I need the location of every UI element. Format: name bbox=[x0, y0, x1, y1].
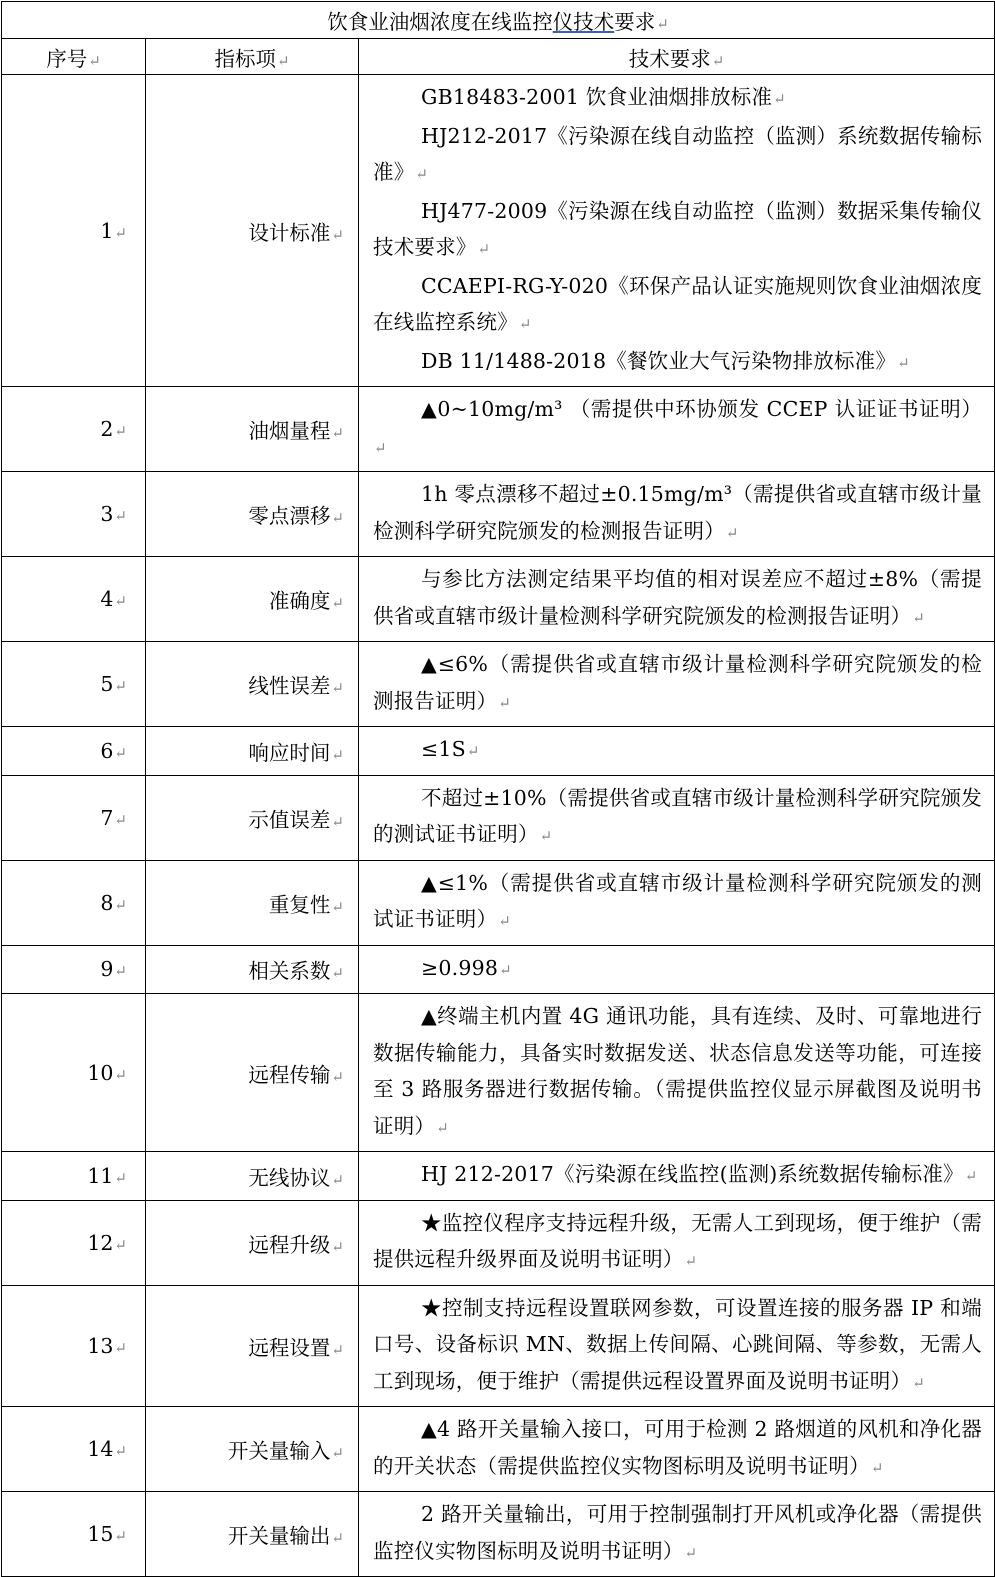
requirement-text: 与参比方法测定结果平均值的相对误差应不超过±8%（需提供省或直辖市级计量检测科学研究院颁发的检测报告证明） bbox=[373, 567, 983, 628]
paragraph-mark: ↵ bbox=[114, 677, 127, 695]
requirement-cell bbox=[359, 945, 995, 994]
table-title-row bbox=[2, 2, 995, 39]
indicator-cell bbox=[146, 994, 359, 1152]
requirement-paragraph bbox=[373, 1205, 982, 1280]
requirement-text: ★控制支持远程设置联网参数，可设置连接的服务器 IP 和端口号、设备标识 MN、数据上传间隔、心跳间隔、等参数，无需人工到现场，便于维护（需提供远程设置界面及说明书证明） bbox=[373, 1295, 983, 1393]
requirement-text: ▲≤1%（需提供省或直辖市级计量检测科学研究院颁发的测试证书证明） bbox=[373, 870, 983, 931]
paragraph-mark: ↵ bbox=[711, 51, 725, 70]
requirement-paragraph bbox=[373, 950, 982, 989]
row-number-cell bbox=[2, 727, 146, 776]
table-row bbox=[2, 1152, 995, 1201]
requirement-text: 不超过±10%（需提供省或直辖市级计量检测科学研究院颁发的测试证书证明） bbox=[373, 785, 983, 846]
row-number: 14 bbox=[87, 1437, 114, 1461]
requirement-cell bbox=[359, 775, 995, 860]
indicator-name: 远程升级 bbox=[248, 1232, 331, 1257]
paragraph-mark: ↵ bbox=[114, 1442, 127, 1460]
row-number: 5 bbox=[100, 672, 114, 696]
indicator-cell bbox=[146, 1407, 359, 1492]
header-indicator bbox=[146, 39, 359, 75]
indicator-name: 示值误差 bbox=[248, 807, 331, 832]
header-num-label: 序号 bbox=[46, 46, 88, 71]
requirement-cell bbox=[359, 75, 995, 387]
requirement-cell bbox=[359, 472, 995, 557]
requirement-cell bbox=[359, 557, 995, 642]
paragraph-mark: ↵ bbox=[964, 1167, 978, 1185]
header-requirement bbox=[359, 39, 995, 75]
table-row bbox=[2, 557, 995, 642]
title-text: 饮食业油烟浓度在线监控 bbox=[327, 10, 553, 34]
requirement-text: ▲≤6%（需提供省或直辖市级计量检测科学研究院颁发的检测报告证明） bbox=[373, 652, 983, 713]
paragraph-mark: ↵ bbox=[656, 15, 669, 33]
paragraph-mark: ↵ bbox=[331, 897, 344, 916]
indicator-cell bbox=[146, 1285, 359, 1407]
requirement-text: ★监控仪程序支持远程升级，无需人工到现场，便于维护（需提供远程升级界面及说明书证明） bbox=[373, 1210, 983, 1271]
paragraph-mark: ↵ bbox=[773, 90, 786, 108]
indicator-name: 无线协议 bbox=[248, 1165, 331, 1190]
requirement-paragraph bbox=[373, 79, 982, 118]
requirement-cell bbox=[359, 1152, 995, 1201]
paragraph-mark: ↵ bbox=[331, 509, 344, 527]
requirement-cell bbox=[359, 1285, 995, 1407]
row-number: 15 bbox=[87, 1522, 114, 1546]
paragraph-mark: ↵ bbox=[276, 51, 290, 70]
row-number: 4 bbox=[100, 587, 114, 611]
indicator-name: 相关系数 bbox=[248, 959, 331, 984]
requirement-cell bbox=[359, 1200, 995, 1285]
header-requirement-label: 技术要求 bbox=[628, 46, 711, 71]
paragraph-mark: ↵ bbox=[897, 353, 910, 372]
requirement-paragraph bbox=[373, 476, 982, 551]
paragraph-mark: ↵ bbox=[331, 1529, 344, 1547]
paragraph-mark: ↵ bbox=[331, 1237, 344, 1256]
paragraph-mark: ↵ bbox=[725, 523, 739, 542]
indicator-name: 准确度 bbox=[268, 589, 331, 613]
indicator-name: 重复性 bbox=[268, 892, 331, 917]
row-number-cell bbox=[2, 860, 146, 945]
paragraph-mark: ↵ bbox=[331, 424, 344, 442]
table-row bbox=[2, 1407, 995, 1492]
requirement-cell bbox=[359, 1492, 995, 1577]
row-number-cell bbox=[2, 775, 146, 860]
table-row bbox=[2, 860, 995, 945]
paragraph-mark: ↵ bbox=[88, 51, 101, 70]
paragraph-mark: ↵ bbox=[114, 895, 127, 914]
paragraph-mark: ↵ bbox=[498, 912, 511, 930]
row-number-cell bbox=[2, 1407, 146, 1492]
paragraph-mark: ↵ bbox=[114, 422, 127, 440]
requirement-text: ▲0~10mg/m³ （需提供中环协颁发 CCEP 认证证书证明） bbox=[421, 397, 983, 421]
indicator-name: 设计标准 bbox=[248, 220, 331, 245]
paragraph-mark: ↵ bbox=[114, 810, 127, 829]
requirement-cell bbox=[359, 642, 995, 727]
indicator-cell bbox=[146, 860, 359, 945]
paragraph-mark: ↵ bbox=[114, 962, 127, 981]
paragraph-mark: ↵ bbox=[331, 964, 344, 983]
requirement-paragraph bbox=[373, 391, 982, 466]
requirement-text: HJ477-2009《污染源在线自动监控（监测）数据采集传输仪技术要求》 bbox=[373, 198, 983, 259]
paragraph-mark: ↵ bbox=[684, 1543, 698, 1562]
indicator-cell bbox=[146, 775, 359, 860]
row-number: 1 bbox=[100, 218, 114, 243]
requirement-text: HJ 212-2017《污染源在线监控(监测)系统数据传输标准》 bbox=[421, 1162, 964, 1186]
indicator-name: 响应时间 bbox=[248, 740, 331, 765]
paragraph-mark: ↵ bbox=[912, 608, 925, 627]
requirement-paragraph bbox=[373, 731, 982, 770]
requirement-paragraph bbox=[373, 268, 982, 343]
row-number-cell bbox=[2, 1492, 146, 1577]
requirement-cell bbox=[359, 1407, 995, 1492]
requirement-text: 1h 零点漂移不超过±0.15mg/m³（需提供省或直辖市级计量检测科学研究院颁发的检测报告证明） bbox=[373, 482, 983, 543]
indicator-cell bbox=[146, 472, 359, 557]
title-text-end: 要求 bbox=[614, 10, 656, 34]
paragraph-mark: ↵ bbox=[436, 1118, 449, 1137]
paragraph-mark: ↵ bbox=[114, 223, 127, 242]
row-number: 3 bbox=[100, 502, 114, 526]
requirement-paragraph bbox=[373, 1496, 982, 1571]
indicator-cell bbox=[146, 1200, 359, 1285]
table-row bbox=[2, 727, 995, 776]
table-row bbox=[2, 1492, 995, 1577]
row-number: 9 bbox=[100, 957, 114, 982]
row-number-cell bbox=[2, 945, 146, 994]
indicator-cell bbox=[146, 642, 359, 727]
table-row bbox=[2, 1285, 995, 1407]
table-header-row bbox=[2, 39, 995, 75]
paragraph-mark: ↵ bbox=[684, 1252, 698, 1270]
paragraph-mark: ↵ bbox=[114, 1168, 127, 1187]
paragraph-mark: ↵ bbox=[331, 1067, 344, 1086]
paragraph-mark: ↵ bbox=[331, 1444, 344, 1462]
paragraph-mark: ↵ bbox=[331, 225, 344, 244]
indicator-name: 线性误差 bbox=[248, 674, 331, 698]
requirement-text: 2 路开关量输出，可用于控制强制打开风机或净化器（需提供监控仪实物图标明及说明书证明） bbox=[373, 1502, 983, 1563]
indicator-cell bbox=[146, 557, 359, 642]
requirement-paragraph bbox=[373, 998, 982, 1146]
row-number-cell bbox=[2, 75, 146, 387]
header-indicator-label: 指标项 bbox=[214, 46, 276, 71]
requirement-paragraph bbox=[373, 865, 982, 940]
indicator-cell bbox=[146, 1152, 359, 1201]
paragraph-mark: ↵ bbox=[114, 1065, 127, 1084]
requirement-text: DB 11/1488-2018《餐饮业大气污染物排放标准》 bbox=[421, 348, 897, 373]
table-row bbox=[2, 1200, 995, 1285]
indicator-cell bbox=[146, 945, 359, 994]
indicator-name: 开关量输出 bbox=[227, 1524, 331, 1548]
paragraph-mark: ↵ bbox=[870, 1458, 884, 1477]
row-number-cell bbox=[2, 994, 146, 1152]
requirement-text: ▲终端主机内置 4G 通讯功能，具有连续、及时、可靠地进行数据传输能力，具备实时数据发送、状态信息发送等功能，可连接至 3 路服务器进行数据传输。（需提供监控仪显示屏截图及说明书证明） bbox=[373, 1004, 983, 1138]
requirement-text: GB18483-2001 饮食业油烟排放标准 bbox=[421, 85, 773, 109]
requirement-paragraph bbox=[373, 646, 982, 721]
paragraph-mark: ↵ bbox=[331, 812, 344, 831]
requirement-text: HJ212-2017《污染源在线自动监控（监测）系统数据传输标准》 bbox=[373, 123, 983, 184]
paragraph-mark: ↵ bbox=[477, 240, 491, 258]
paragraph-mark: ↵ bbox=[114, 1338, 127, 1357]
requirement-cell bbox=[359, 727, 995, 776]
indicator-name: 油烟量程 bbox=[248, 419, 331, 443]
table-row bbox=[2, 994, 995, 1152]
paragraph-mark: ↵ bbox=[374, 438, 387, 457]
row-number: 7 bbox=[100, 805, 114, 830]
row-number: 6 bbox=[100, 738, 114, 763]
paragraph-mark: ↵ bbox=[912, 1373, 925, 1392]
requirement-cell bbox=[359, 860, 995, 945]
indicator-cell bbox=[146, 727, 359, 776]
table-row bbox=[2, 472, 995, 557]
table-row bbox=[2, 75, 995, 387]
paragraph-mark: ↵ bbox=[331, 745, 344, 764]
paragraph-mark: ↵ bbox=[114, 743, 127, 762]
table-row bbox=[2, 642, 995, 727]
requirement-paragraph bbox=[373, 1290, 982, 1402]
row-number-cell bbox=[2, 1285, 146, 1407]
requirement-cell bbox=[359, 994, 995, 1152]
paragraph-mark: ↵ bbox=[114, 1527, 127, 1545]
paragraph-mark: ↵ bbox=[331, 1170, 344, 1189]
table-row bbox=[2, 775, 995, 860]
requirement-text: CCAEPI-RG-Y-020《环保产品认证实施规则饮食业油烟浓度在线监控系统》 bbox=[373, 273, 983, 334]
paragraph-mark: ↵ bbox=[466, 742, 480, 760]
requirement-paragraph bbox=[373, 193, 982, 268]
row-number-cell bbox=[2, 472, 146, 557]
requirement-paragraph bbox=[373, 780, 982, 855]
row-number-cell bbox=[2, 1152, 146, 1201]
row-number-cell bbox=[2, 1200, 146, 1285]
paragraph-mark: ↵ bbox=[331, 1340, 344, 1359]
indicator-name: 远程传输 bbox=[248, 1062, 331, 1087]
paragraph-mark: ↵ bbox=[415, 165, 429, 183]
requirement-text: ≥0.998 bbox=[421, 955, 499, 980]
requirement-paragraph bbox=[373, 1156, 982, 1195]
row-number: 2 bbox=[100, 417, 114, 441]
requirement-cell bbox=[359, 387, 995, 472]
row-number: 8 bbox=[100, 890, 114, 915]
paragraph-mark: ↵ bbox=[331, 594, 344, 612]
table-row bbox=[2, 387, 995, 472]
requirement-text: ▲4 路开关量输入接口，可用于检测 2 路烟道的风机和净化器的开关状态（需提供监控仪实物图标明及说明书证明） bbox=[373, 1417, 983, 1478]
table-row bbox=[2, 945, 995, 994]
row-number-cell bbox=[2, 387, 146, 472]
paragraph-mark: ↵ bbox=[539, 827, 553, 845]
indicator-cell bbox=[146, 1492, 359, 1577]
paragraph-mark: ↵ bbox=[331, 679, 344, 697]
indicator-name: 开关量输入 bbox=[227, 1439, 331, 1463]
table-title bbox=[2, 2, 995, 39]
row-number-cell bbox=[2, 557, 146, 642]
row-number: 13 bbox=[87, 1333, 114, 1358]
requirement-paragraph bbox=[373, 1411, 982, 1486]
indicator-cell bbox=[146, 75, 359, 387]
requirements-table bbox=[1, 1, 995, 1577]
header-num bbox=[2, 39, 146, 75]
indicator-name: 远程设置 bbox=[248, 1335, 331, 1360]
indicator-name: 零点漂移 bbox=[248, 504, 331, 528]
row-number: 12 bbox=[87, 1230, 114, 1255]
paragraph-mark: ↵ bbox=[518, 315, 532, 333]
requirement-paragraph bbox=[373, 343, 982, 382]
row-number: 11 bbox=[87, 1163, 114, 1188]
requirement-paragraph bbox=[373, 561, 982, 636]
row-number: 10 bbox=[87, 1060, 114, 1085]
title-text-underlined: 仪技术 bbox=[552, 10, 615, 34]
paragraph-mark: ↵ bbox=[114, 507, 127, 525]
requirement-paragraph bbox=[373, 118, 982, 193]
paragraph-mark: ↵ bbox=[114, 1235, 127, 1254]
paragraph-mark: ↵ bbox=[498, 693, 511, 712]
row-number-cell bbox=[2, 642, 146, 727]
paragraph-mark: ↵ bbox=[114, 592, 127, 610]
paragraph-mark: ↵ bbox=[499, 960, 512, 979]
requirement-text: ≤1S bbox=[421, 737, 466, 761]
indicator-cell bbox=[146, 387, 359, 472]
